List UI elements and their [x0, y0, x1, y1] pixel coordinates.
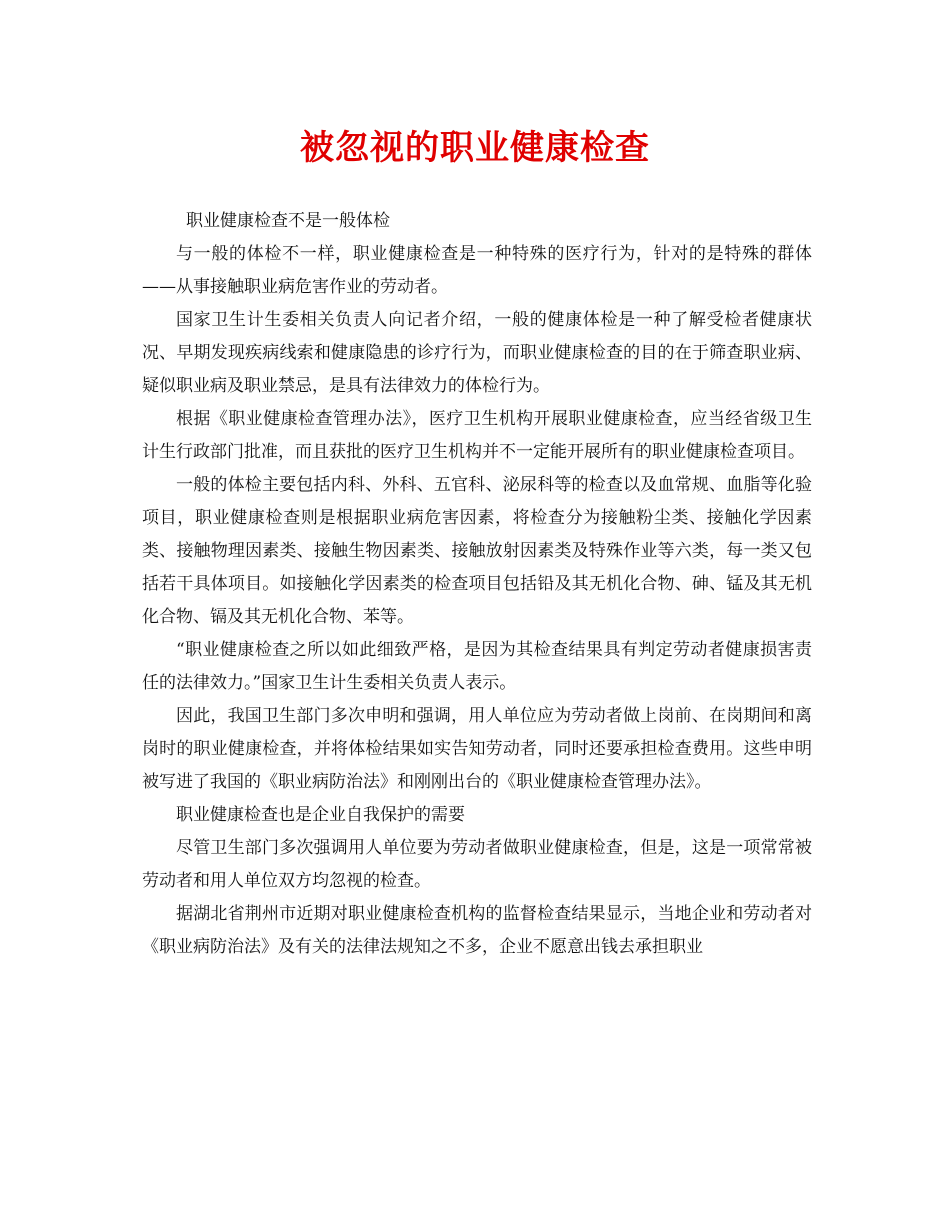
section-heading: 职业健康检查不是一般体检	[186, 211, 390, 231]
document-title: 被忽视的职业健康检查	[300, 128, 650, 168]
paragraph: 一般的体检主要包括内科、外科、五官科、泌尿科等的检查以及血常规、血脂等化验项目，职业健康检查则是根据职业病危害因素，将检查分为接触粉尘类、接触化学因素类、接触物理因素类、接触生物因素类、接触放射因素类及特殊作业等六类，每一类又包括若干具体项目。如接触化学因素类的检查项目包括铅及其无机化合物、砷、锰及其无机化合物、镉及其无机化合物、苯等。	[142, 475, 812, 627]
paragraph: 根据《职业健康检查管理办法》，医疗卫生机构开展职业健康检查，应当经省级卫生计生行政部门批准，而且获批的医疗卫生机构并不一定能开展所有的职业健康检查项目。	[142, 409, 812, 462]
paragraph: 国家卫生计生委相关负责人向记者介绍，一般的健康体检是一种了解受检者健康状况、早期发现疾病线索和健康隐患的诊疗行为，而职业健康检查的目的在于筛查职业病、疑似职业病及职业禁忌，是具有法律效力的体检行为。	[142, 310, 812, 396]
paragraph: 因此，我国卫生部门多次申明和强调，用人单位应为劳动者做上岗前、在岗期间和离岗时的职业健康检查，并将体检结果如实告知劳动者，同时还要承担检查费用。这些申明被写进了我国的《职业病防治法》和刚刚出台的《职业健康检查管理办法》。	[142, 706, 812, 792]
paragraph: 据湖北省荆州市近期对职业健康检查机构的监督检查结果显示，当地企业和劳动者对《职业病防治法》及有关的法律法规知之不多，企业不愿意出钱去承担职业	[142, 904, 812, 957]
quote-paragraph: “职业健康检查之所以如此细致严格，是因为其检查结果具有判定劳动者健康损害责任的法律效力。”国家卫生计生委相关负责人表示。	[142, 640, 812, 693]
document-body	[142, 205, 812, 964]
paragraph: 与一般的体检不一样，职业健康检查是一种特殊的医疗行为，针对的是特殊的群体——从事接触职业病危害作业的劳动者。	[142, 244, 812, 297]
paragraph: 尽管卫生部门多次强调用人单位要为劳动者做职业健康检查，但是，这是一项常常被劳动者和用人单位双方均忽视的检查。	[142, 838, 812, 891]
section-heading: 职业健康检查也是企业自我保护的需要	[176, 805, 465, 825]
